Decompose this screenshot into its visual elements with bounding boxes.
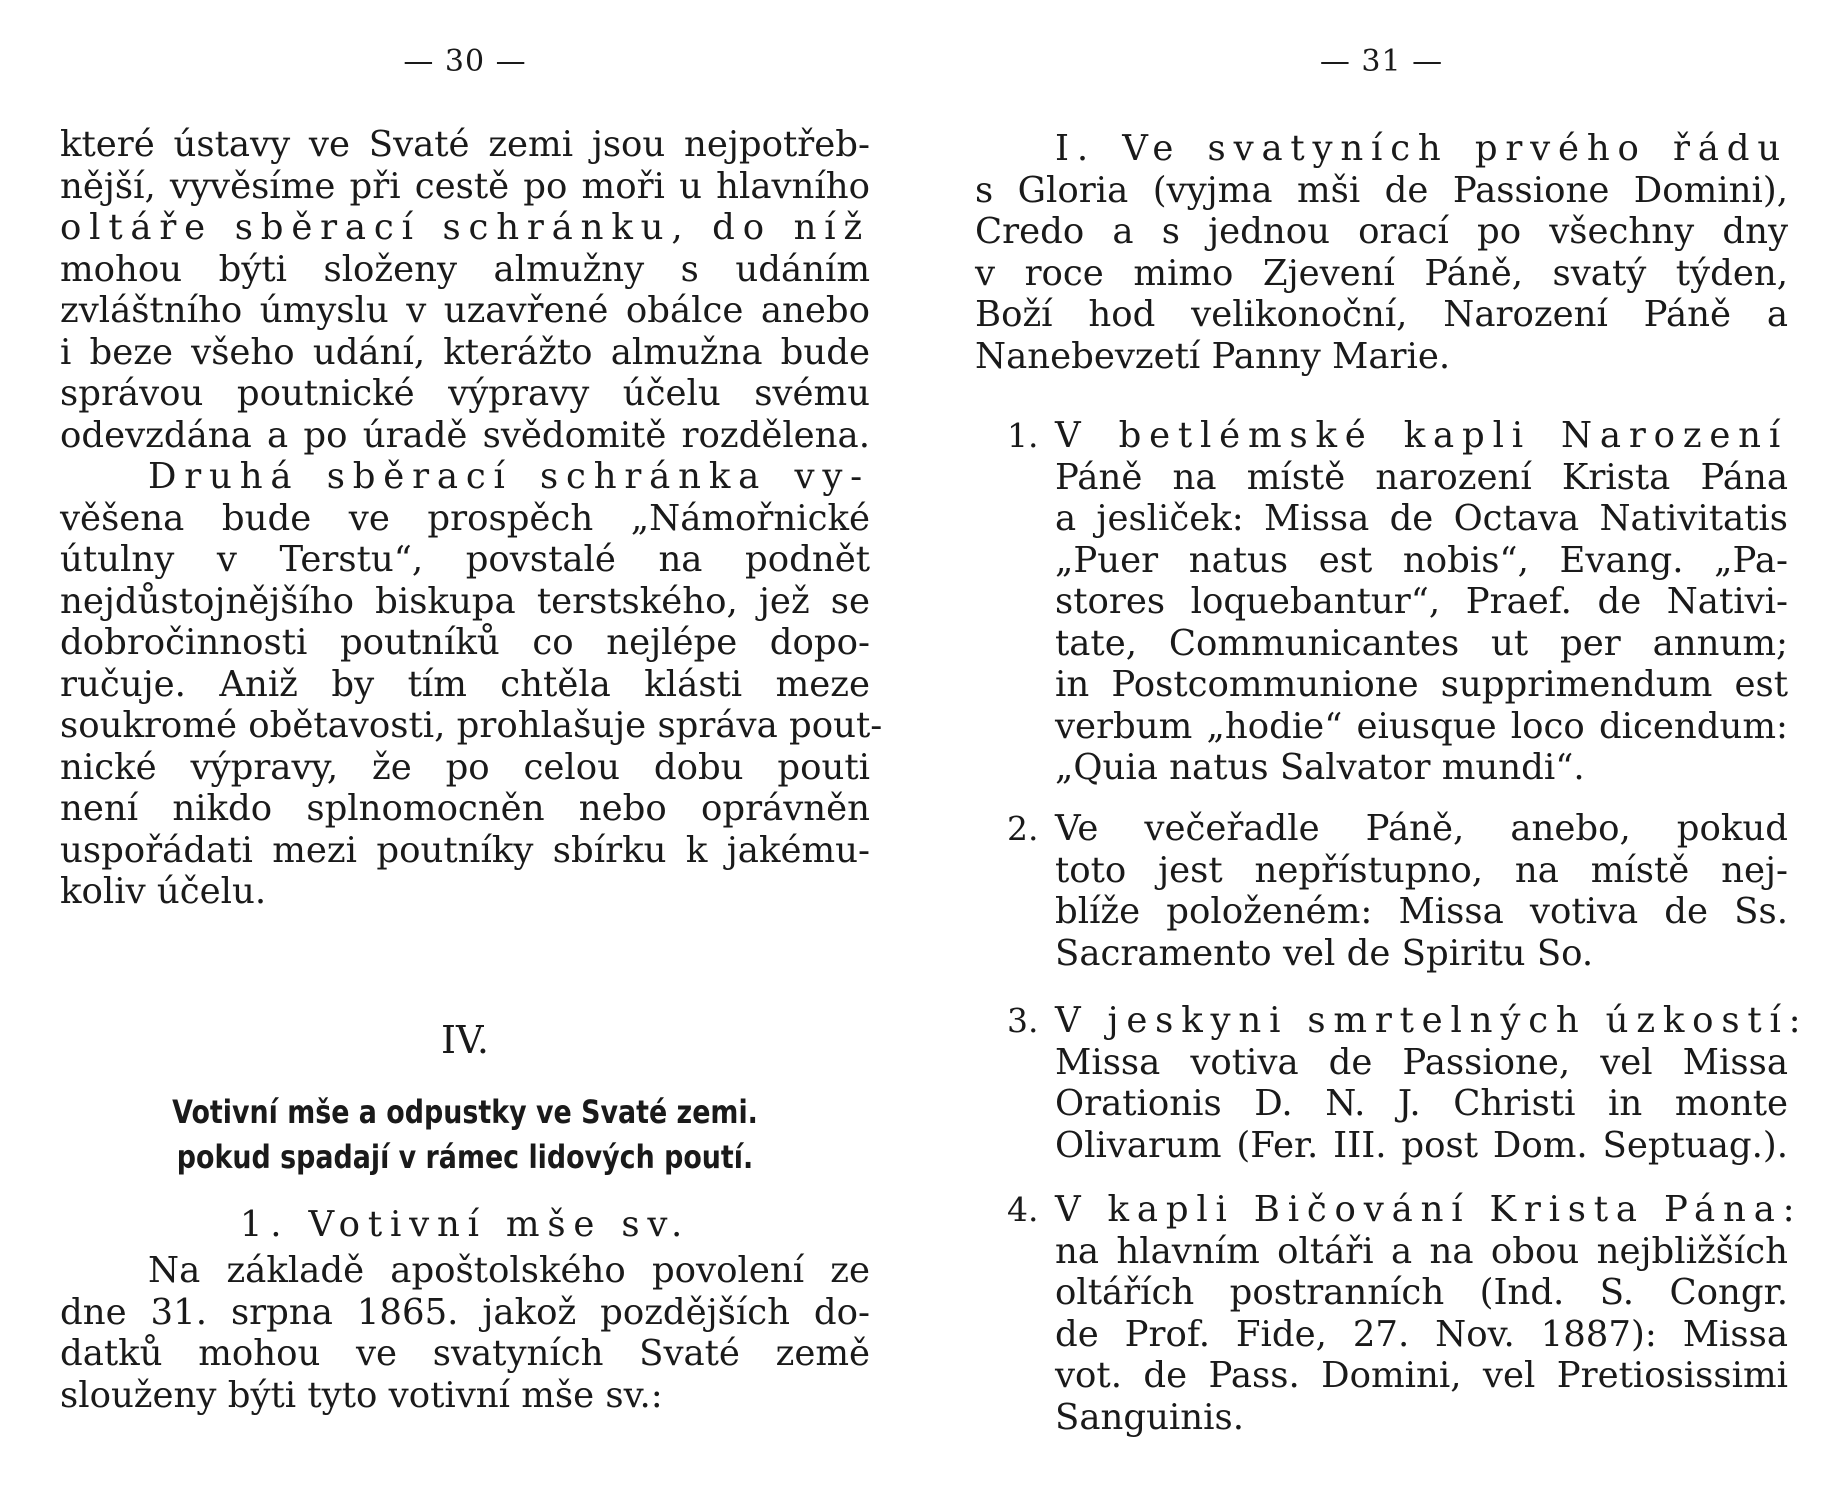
text-line: V betlémské kapli Narození [1055,415,1788,456]
text-line: a jesliček: Missa de Octava Nativitatis [1055,498,1788,539]
section-heading [125,1090,805,1180]
text-line: útulny v Terstu“, povstalé na podnět [60,539,870,580]
text-line: Páně na místě narození Krista Pána [1055,456,1788,498]
text-line: soukromé obětavosti, prohlašuje správa pout- [60,705,883,746]
text-line: Orationis D. N. J. Christi in monte [1055,1083,1788,1124]
list-number: 1. [1007,416,1039,455]
text-line: správou poutnické výpravy účelu svému [60,373,870,414]
text-line: s Gloria (vyjma mši de Passione Domini), [975,169,1788,211]
list-number: 4. [1007,1190,1039,1229]
text-line: dne 31. srpna 1865. jakož pozdějších do- [60,1291,870,1333]
text-line: Sanguinis. [1055,1396,1245,1438]
list-item-text [1055,1000,1809,1166]
text-line: in Postcommunione supprimendum est [1055,664,1788,705]
text-line: Ve večeřadle Páně, anebo, pokud [1055,808,1788,849]
paragraph-votive-masses [60,1250,870,1416]
paragraph-first-order-shrines [975,128,1788,377]
text-line: I. Ve svatyních prvého řádu [1055,128,1788,169]
text-line: V kapli Bičování Krista Pána: [1055,1189,1803,1230]
list-number: 3. [1007,1001,1039,1040]
page-number: — 31 — [1319,44,1444,79]
text-line: datků mohou ve svatyních Svaté země [60,1333,870,1374]
text-line: Credo a s jednou orací po všechny dny [975,211,1788,252]
text-line: na hlavním oltáři a na obou nejbližších [1055,1230,1788,1272]
text-line: Druhá sběrací schránka vy- [148,456,870,497]
text-line: v roce mimo Zjevení Páně, svatý týden, [975,252,1788,294]
text-line: de Prof. Fide, 27. Nov. 1887): Missa [1055,1313,1788,1355]
text-line: tate, Communicantes ut per annum; [1055,622,1788,664]
text-line: odevzdána a po úradě svědomitě rozdělena. [60,414,870,456]
text-line: které ústavy ve Svaté zemi jsou nejpotřeb- [60,124,870,165]
heading-line: pokud spadají v rámec lidových poutí. [176,1138,754,1176]
text-line: stores loquebantur“, Praef. de Nativi- [1055,581,1788,622]
text-line: vot. de Pass. Domini, vel Pretiosissimi [1055,1355,1788,1396]
text-line: ručuje. Aniž by tím chtěla klásti meze [60,663,870,705]
text-line: Sacramento vel de Spiritu So. [1055,932,1594,974]
text-line: i beze všeho udání, kterážto almužna bude [60,331,870,373]
text-line: slouženy býti tyto votivní mše sv.: [60,1374,663,1416]
text-line: „Quia natus Salvator mundi“. [1055,747,1585,788]
text-line: Missa votiva de Passione, vel Missa [1055,1041,1788,1083]
list-item-text [1055,1189,1803,1438]
text-line: dobročinnosti poutníků co nejlépe dopo- [60,622,870,663]
text-line: zvláštního úmyslu v uzavřené obálce anebo [60,290,870,331]
text-line: blíže položeném: Missa votiva de Ss. [1055,891,1788,932]
text-line: „Puer natus est nobis“, Evang. „Pa- [1055,539,1788,581]
text-line: V jeskyni smrtelných úzkostí: [1055,1000,1809,1041]
text-line: věšena bude ve prospěch „Námořnické [60,497,870,539]
subsection-title: 1. Votivní mše sv. [239,1204,691,1245]
text-line: nejdůstojnějšího biskupa terstského, jež se [60,580,870,622]
text-line: oltáře sběrací schránku, do níž [60,207,870,248]
list-item-text [1055,415,1788,789]
text-line: nické výpravy, že po celou dobu pouti [60,746,870,788]
text-line: Boží hod velikonoční, Narození Páně a [975,294,1788,335]
text-line: uspořádati mezi poutníky sbírku k jakému- [60,829,870,871]
paragraph-almsbox [60,124,883,913]
text-line: Na základě apoštolského povolení ze [148,1250,870,1291]
text-line: koliv účelu. [60,871,267,912]
page-number: — 30 — [403,44,527,79]
text-line: Nanebevzetí Panny Marie. [975,335,1451,377]
list-number: 2. [1007,809,1039,848]
text-line: verbum „hodie“ eiusque loco dicendum: [1055,705,1788,747]
list-item-text [1055,808,1788,974]
heading-line: Votivní mše a odpustky ve Svaté zemi. [172,1093,758,1131]
text-line: nější, vyvěsíme při cestě po moři u hlavního [60,165,870,207]
text-line: Olivarum (Fer. III. post Dom. Septuag.). [1055,1124,1788,1166]
section-numeral: IV. [441,1018,489,1062]
text-line: mohou býti složeny almužny s udáním [60,248,870,290]
text-line: není nikdo splnomocněn nebo oprávněn [60,788,870,829]
text-line: toto jest nepřístupno, na místě nej- [1055,849,1788,891]
text-line: oltářích postranních (Ind. S. Congr. [1055,1272,1788,1313]
